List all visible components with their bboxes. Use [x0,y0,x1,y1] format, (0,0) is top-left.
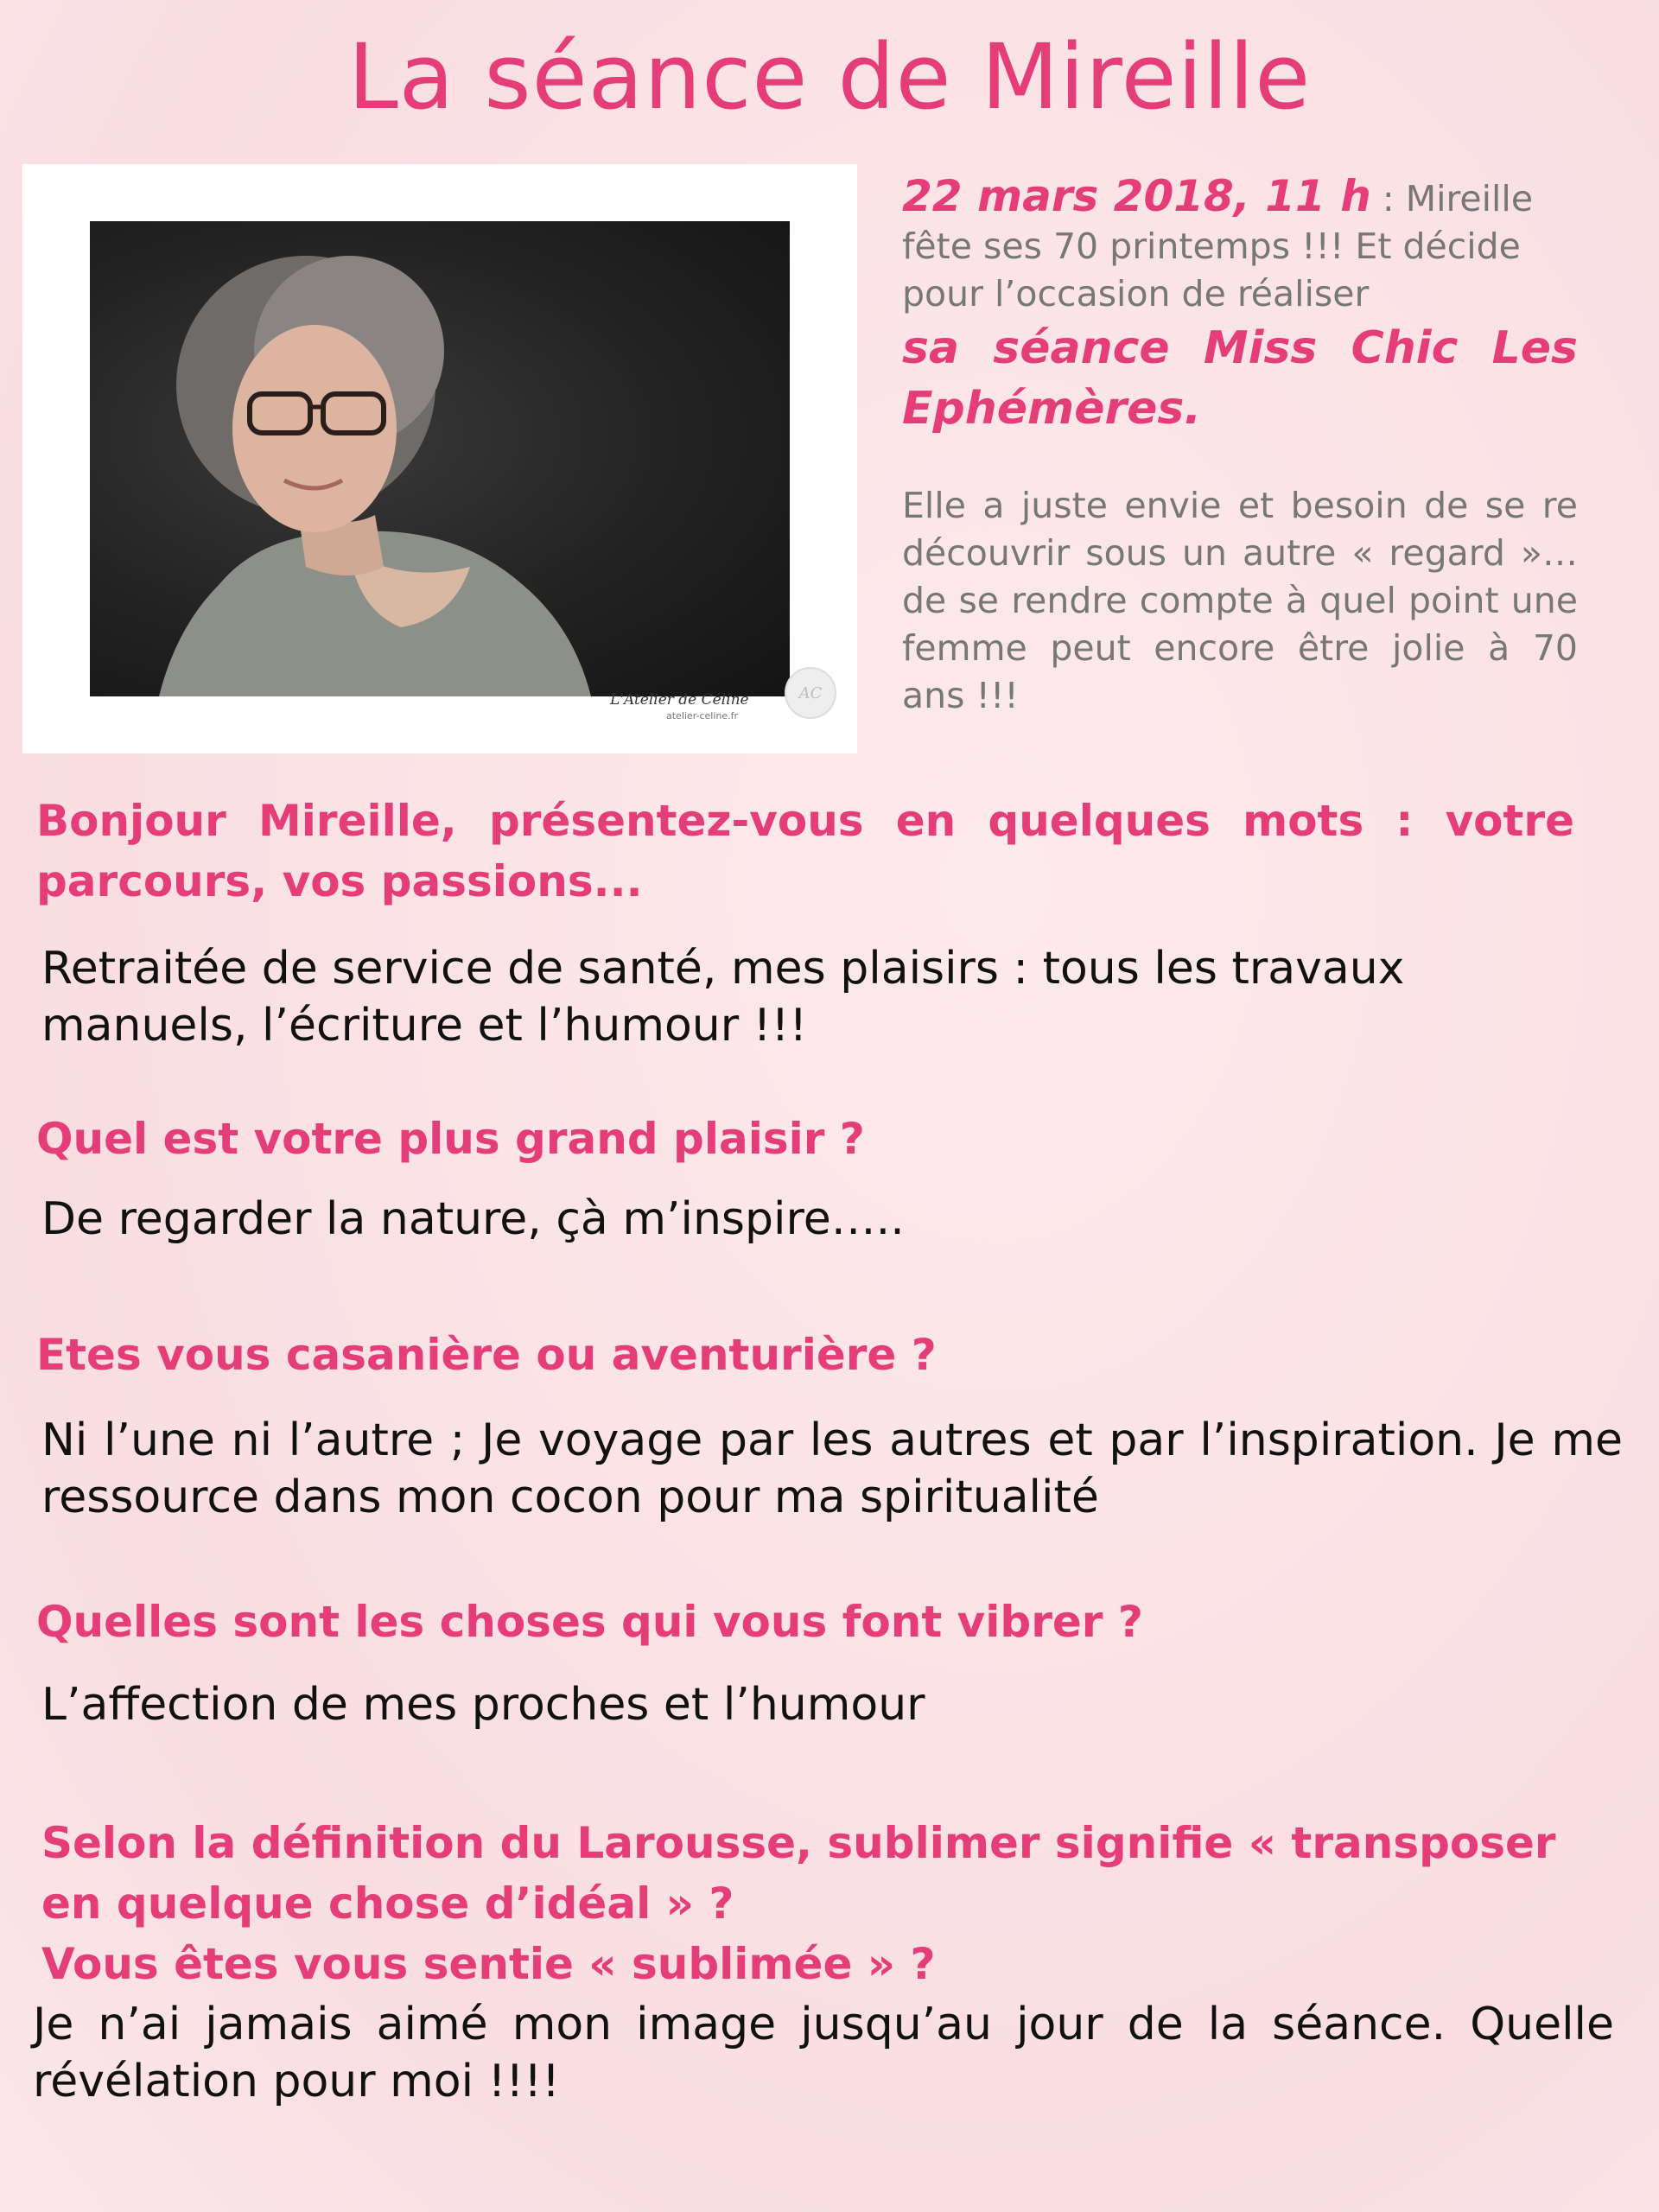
question-3: Etes vous casanière ou aventurière ? [36,1330,937,1380]
intro-text [902,173,1578,720]
question-4: Quelles sont les choses qui vous font vibrer ? [36,1597,1143,1647]
intro-paragraph: Elle a juste envie et besoin de se re découvrir sous un autre « regard »…de se rendre compte à quel point une femme peut encore être jolie à 70 ans !!! [902,485,1578,716]
answer-4: L’affection de mes proches et l’humour [41,1679,925,1731]
portrait-photo [90,221,790,696]
answer-3: Ni l’une ni l’autre ; Je voyage par les autres et par l’inspiration. Je me ressource dans mon cocon pour ma spiritualité [41,1414,1623,1523]
question-5 [41,1813,1580,1994]
photographer-signature: L'Atelier de Céline [610,691,749,709]
portrait-photo-frame [22,164,857,753]
session-highlight: sa séance Miss Chic Les Ephémères. [902,322,1578,435]
photographer-seal-logo: AC [785,667,836,719]
date-separator: : [1370,178,1406,219]
question-5-line-2: Vous êtes vous sentie « sublimée » ? [41,1939,936,1989]
intro-line: Mireille fête ses 70 printemps !!! Et décide pour l’occasion de réaliser [902,178,1534,315]
portrait-illustration [90,221,790,696]
question-5-line-1: Selon la définition du Larousse, sublimer signifie « transposer en quelque chose d’idéal » ? [41,1818,1556,1929]
session-date: 22 mars 2018, 11 h [902,171,1371,221]
question-2: Quel est votre plus grand plaisir ? [36,1114,865,1164]
answer-5: Je n’ai jamais aimé mon image jusqu’au jour de la séance. Quelle révélation pour moi !!!! [33,1999,1614,2107]
page-title: La séance de Mireille [347,24,1312,130]
question-1: Bonjour Mireille, présentez-vous en quelques mots : votre parcours, vos passions... [36,796,1574,906]
answer-2: De regarder la nature, çà m’inspire….. [41,1193,905,1245]
answer-1: Retraitée de service de santé, mes plaisirs : tous les travaux manuels, l’écriture et l’humour !!! [41,943,1405,1052]
photographer-website: atelier-celine.fr [666,710,739,721]
